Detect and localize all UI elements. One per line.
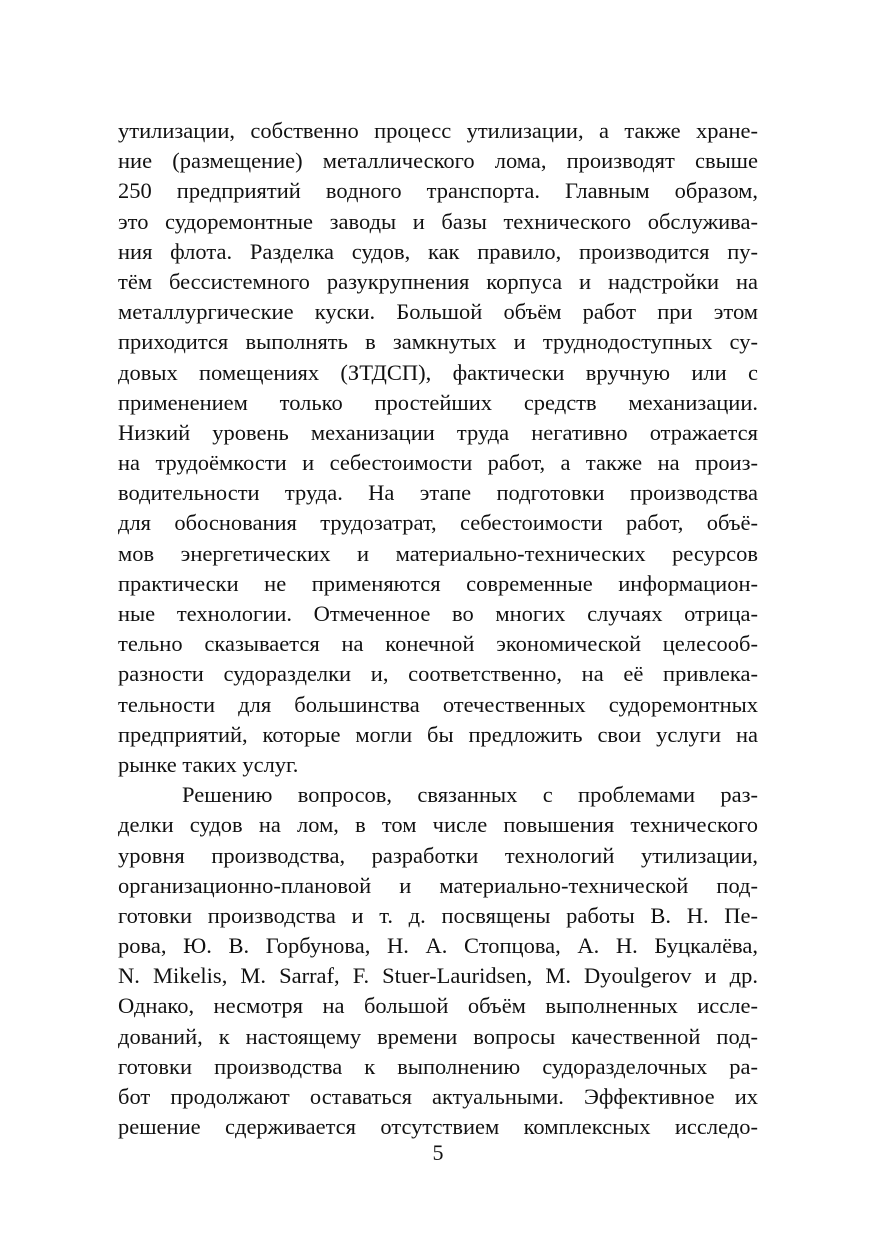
text-line: это судоремонтные заводы и базы технического обслужива-: [118, 208, 758, 234]
text-line: 250 предприятий водного транспорта. Главным образом,: [118, 178, 758, 204]
text-line: делки судов на лом, в том числе повышения технического: [118, 812, 758, 838]
text-line: решение сдерживается отсутствием комплексных исследо-: [118, 1114, 758, 1140]
paragraph-1: [118, 116, 758, 780]
text-line: дований, к настоящему времени вопросы качественной под-: [118, 1023, 758, 1049]
text-line: на трудоёмкости и себестоимости работ, а также на произ-: [118, 450, 758, 476]
text-line: рова, Ю. В. Горбунова, Н. А. Стопцова, А. Н. Буцкалёва,: [118, 933, 758, 959]
text-line: ния флота. Разделка судов, как правило, производится пу-: [118, 238, 758, 264]
text-line: рынке таких услуг.: [118, 751, 299, 777]
text-line: N. Mikelis, M. Sarraf, F. Stuer-Lauridsen, M. Dyoulgerov и др.: [118, 963, 758, 989]
text-line: организационно-плановой и материально-технической под-: [118, 872, 758, 898]
page-number: 5: [432, 1140, 444, 1165]
text-line: тём бессистемного разукрупнения корпуса и надстройки на: [118, 268, 758, 294]
text-line: предприятий, которые могли бы предложить свои услуги на: [118, 721, 758, 747]
text-line: мов энергетических и материально-технических ресурсов: [118, 540, 758, 566]
text-line: металлургические куски. Большой объём работ при этом: [118, 299, 758, 325]
text-line: практически не применяются современные информацион-: [118, 570, 758, 596]
text-line: Решению вопросов, связанных с проблемами раз-: [182, 782, 758, 808]
text-line: уровня производства, разработки технологий утилизации,: [118, 842, 758, 868]
paragraph-2: [118, 780, 758, 1142]
text-line: ные технологии. Отмеченное во многих случаях отрица-: [118, 601, 758, 626]
text-line: довых помещениях (ЗТДСП), фактически вручную или с: [118, 359, 758, 385]
text-line: готовки производства к выполнению судоразделочных ра-: [118, 1053, 758, 1079]
text-line: тельно сказывается на конечной экономической целесооб-: [118, 631, 758, 657]
text-line: для обоснования трудозатрат, себестоимости работ, объё-: [118, 510, 758, 536]
text-line: утилизации, собственно процесс утилизации, а также хране-: [118, 118, 758, 143]
text-line: применением только простейших средств механизации.: [118, 389, 758, 415]
text-line: разности судоразделки и, соответственно, на её привлека-: [118, 661, 758, 687]
text-line: готовки производства и т. д. посвящены работы В. Н. Пе-: [118, 902, 758, 928]
text-line: Низкий уровень механизации труда негативно отражается: [118, 419, 758, 445]
text-line: водительности труда. На этапе подготовки производства: [118, 480, 758, 506]
text-line: бот продолжают оставаться актуальными. Эффективное их: [118, 1084, 758, 1109]
text-line: тельности для большинства отечественных судоремонтных: [118, 691, 758, 717]
text-line: Однако, несмотря на большой объём выполненных иссле-: [118, 993, 758, 1019]
text-line: приходится выполнять в замкнутых и труднодоступных су-: [118, 329, 758, 355]
page-body: [118, 116, 758, 1142]
text-line: ние (размещение) металлического лома, производят свыше: [118, 148, 758, 174]
